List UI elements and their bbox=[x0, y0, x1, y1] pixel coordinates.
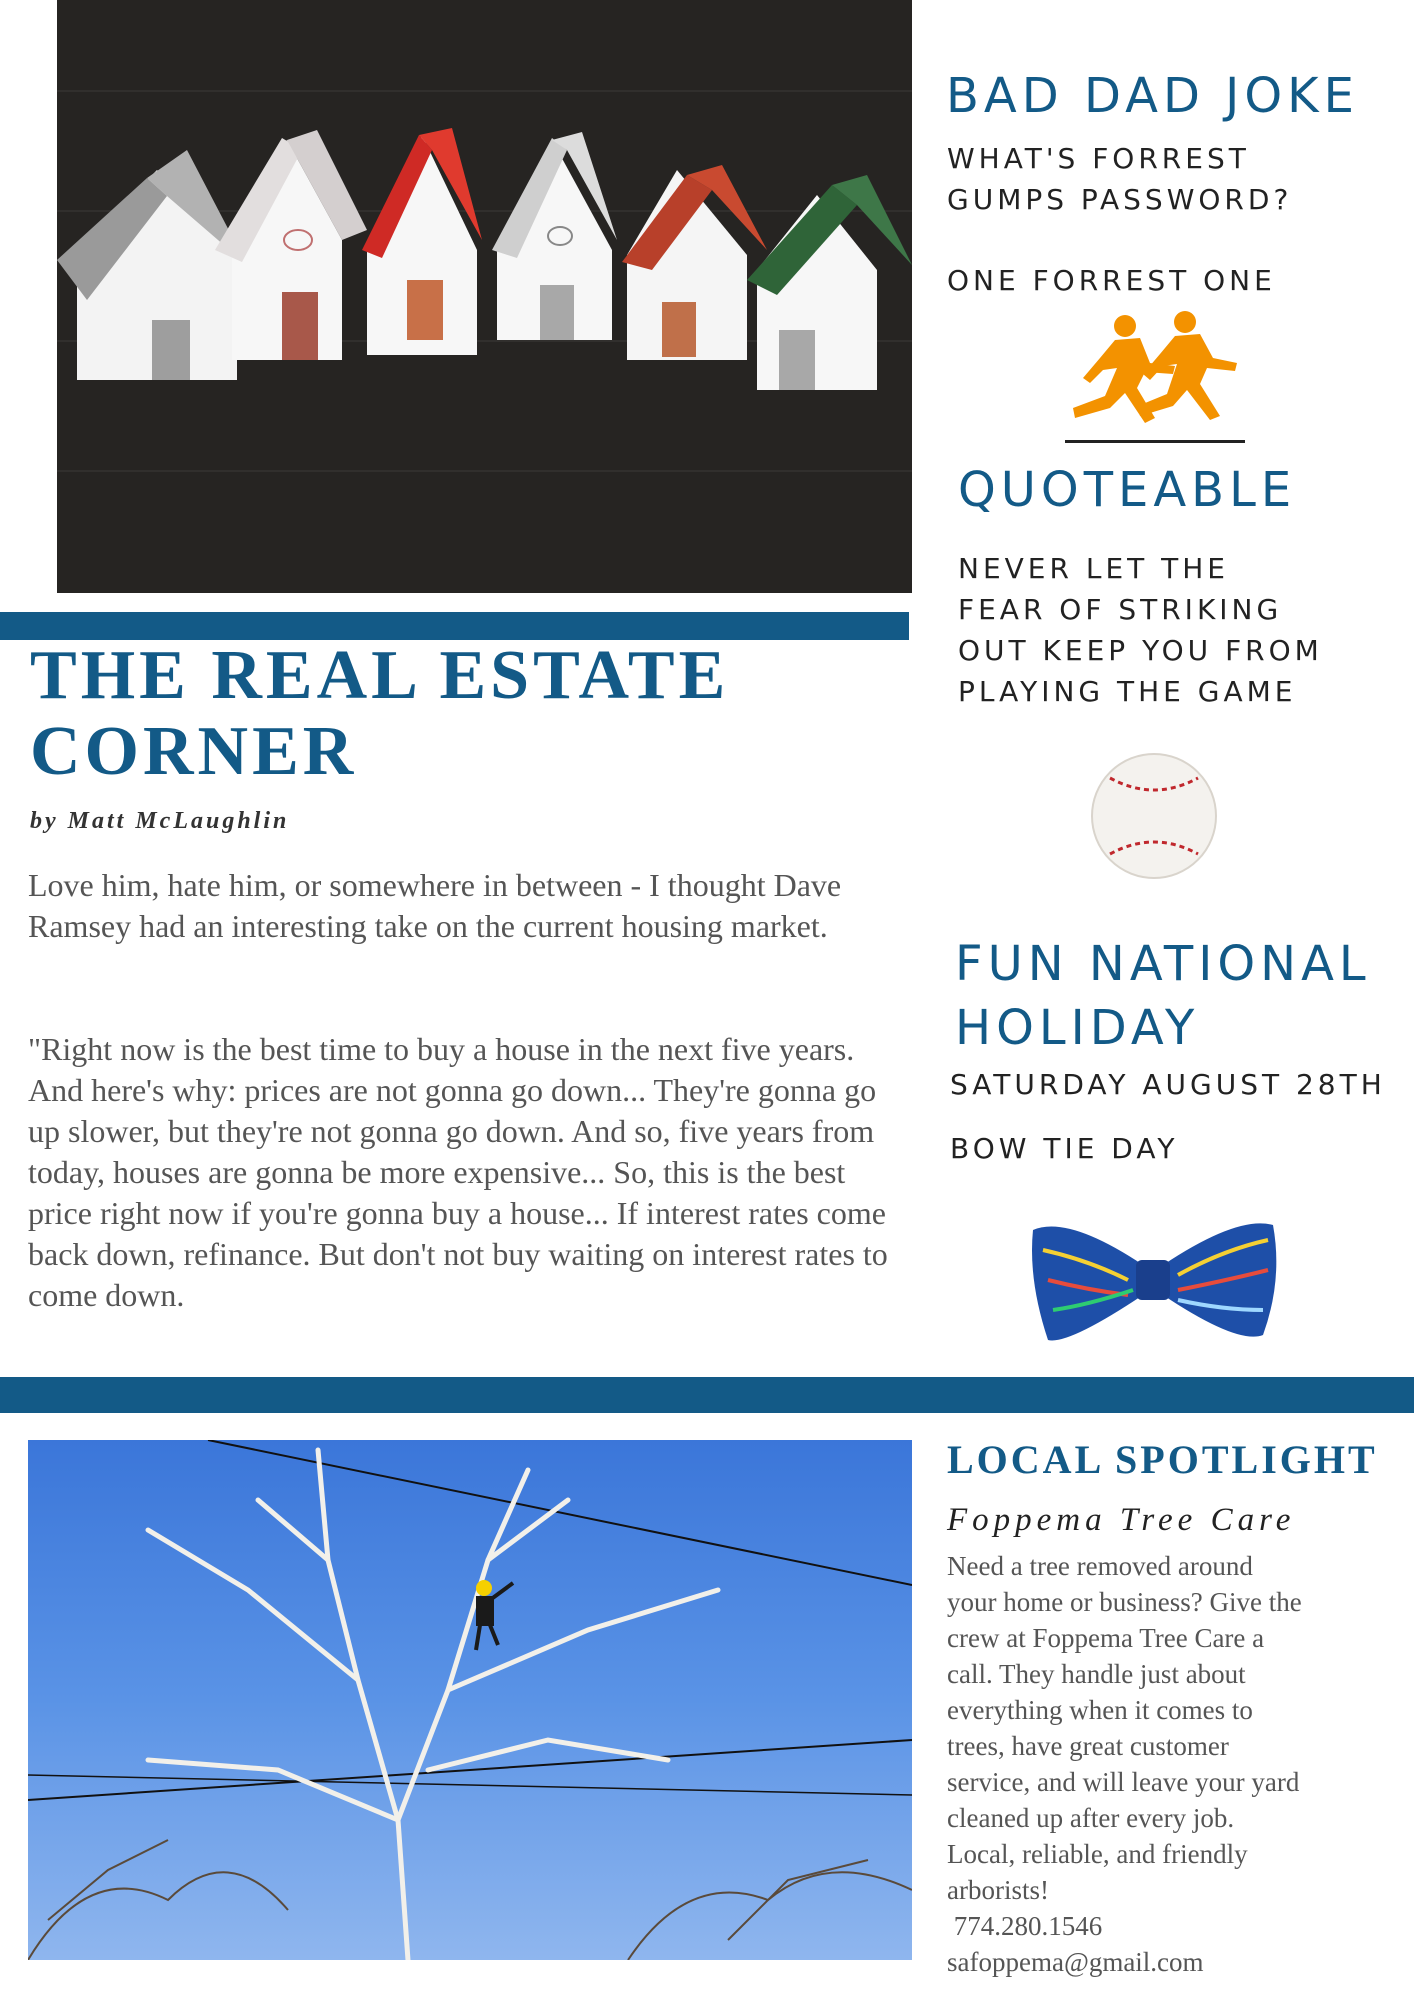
quote-line: FEAR OF STRIKING bbox=[958, 593, 1283, 626]
spotlight-phone[interactable]: 774.280.1546 bbox=[947, 1911, 1103, 1941]
holiday-heading-line-1: FUN NATIONAL bbox=[955, 936, 1371, 992]
spotlight-line: call. They handle just about bbox=[947, 1659, 1246, 1689]
spotlight-line: crew at Foppema Tree Care a bbox=[947, 1623, 1265, 1653]
spotlight-line: cleaned up after every job. bbox=[947, 1803, 1235, 1833]
byline: by Matt McLaughlin bbox=[30, 808, 290, 834]
house-green bbox=[747, 175, 912, 390]
title-line-1: THE REAL ESTATE bbox=[30, 637, 730, 714]
joke-question-line-2: GUMPS PASSWORD? bbox=[947, 183, 1293, 216]
quote-line: PLAYING THE GAME bbox=[958, 675, 1297, 708]
holiday-name: BOW TIE DAY bbox=[950, 1132, 1179, 1165]
house-red bbox=[362, 128, 482, 355]
houses-photo bbox=[57, 0, 912, 593]
joke-answer: ONE FORREST ONE bbox=[947, 264, 1276, 297]
article-title bbox=[30, 638, 910, 790]
house-pink bbox=[215, 130, 367, 360]
quote-text bbox=[958, 548, 1323, 712]
house-grey bbox=[57, 150, 247, 380]
quote-line: NEVER LET THE bbox=[958, 552, 1229, 585]
section-divider bbox=[0, 1377, 1414, 1413]
spotlight-line: arborists! bbox=[947, 1875, 1049, 1905]
spotlight-line: Local, reliable, and friendly bbox=[947, 1839, 1248, 1869]
joke-question bbox=[947, 138, 1292, 220]
house-rust bbox=[622, 165, 767, 360]
bow-tie-icon bbox=[1028, 1210, 1278, 1350]
tree-climber-photo bbox=[28, 1440, 912, 1960]
spotlight-heading: LOCAL SPOTLIGHT bbox=[947, 1437, 1378, 1482]
title-line-2: CORNER bbox=[30, 713, 358, 790]
spotlight-business-name: Foppema Tree Care bbox=[947, 1502, 1296, 1538]
holiday-date: SATURDAY AUGUST 28TH bbox=[950, 1068, 1386, 1101]
spotlight-email[interactable]: safoppema@gmail.com bbox=[947, 1947, 1204, 1977]
quote-line: OUT KEEP YOU FROM bbox=[958, 634, 1323, 667]
holiday-heading bbox=[955, 932, 1371, 1060]
article-paragraph-2: "Right now is the best time to buy a house in the next five years. And here's why: prices are not gonna go down... They're gonna go up slower, but they're not gonna go down. And so, five years from today, houses are gonna be more expensive... So, this is the best price right now if you're gonna buy a house... If interest rates come back down, refinance. But don't not buy waiting on interest rates to come down. bbox=[28, 1031, 888, 1313]
quote-heading: QUOTEABLE bbox=[958, 462, 1297, 518]
holiday-heading-line-2: HOLIDAY bbox=[955, 1000, 1200, 1056]
spotlight-line: Need a tree removed around bbox=[947, 1551, 1253, 1581]
spotlight-line: everything when it comes to bbox=[947, 1695, 1253, 1725]
spotlight-line: trees, have great customer bbox=[947, 1731, 1229, 1761]
joke-question-line-1: WHAT'S FORREST bbox=[947, 142, 1250, 175]
section-divider bbox=[0, 612, 909, 640]
spotlight-body bbox=[947, 1548, 1407, 1980]
article-paragraph-1: Love him, hate him, or somewhere in between - I thought Dave Ramsey had an interesting take on the current housing market. bbox=[28, 867, 842, 944]
spotlight-line: service, and will leave your yard bbox=[947, 1767, 1300, 1797]
baseball-icon bbox=[1088, 750, 1220, 882]
climber bbox=[476, 1580, 513, 1650]
house-white bbox=[492, 132, 617, 340]
spotlight-line: your home or business? Give the bbox=[947, 1587, 1302, 1617]
runners-icon bbox=[1055, 308, 1255, 448]
joke-heading: BAD DAD JOKE bbox=[946, 68, 1359, 124]
